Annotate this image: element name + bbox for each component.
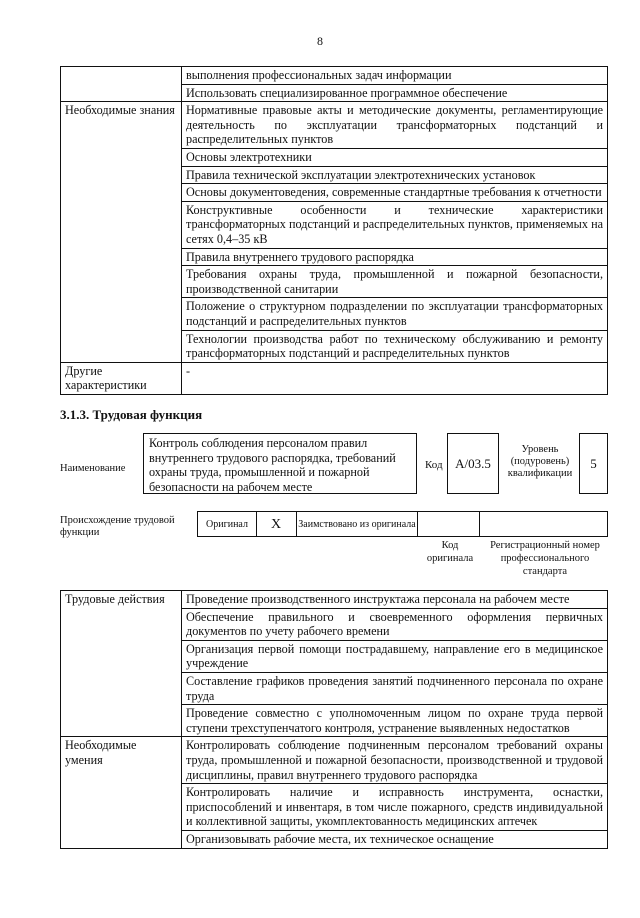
reg-number-cell xyxy=(480,512,607,536)
reg-number-label: Регистрационный номер профессионального стандарта xyxy=(490,540,600,577)
row-text: выполнения профессиональных задач информации xyxy=(182,67,608,85)
level-label: Уровень (подуровень) квалификации xyxy=(507,444,573,479)
table-row xyxy=(61,67,608,85)
row-text: Организовывать рабочие места, их техническое оснащение xyxy=(182,830,608,848)
row-text: Конструктивные особенности и технические характеристики трансформаторных подстанций и распределительных пунктов, применяемых на сетях 0,4–35 кВ xyxy=(182,201,608,248)
actions-table xyxy=(60,590,608,849)
row-text: Контролировать наличие и исправность инструмента, оснастки, приспособлений и инвентаря, в том числе пожарного, средств индивидуальной и коллективной защиты, укомплектованность медицинских аптечек xyxy=(182,784,608,831)
section-heading: 3.1.3. Трудовая функция xyxy=(60,407,203,422)
row-text: Правила внутреннего трудового распорядка xyxy=(182,248,608,266)
origin-box xyxy=(197,511,608,537)
table-row xyxy=(61,591,608,609)
table-row xyxy=(61,362,608,394)
row-text: Положение о структурном подразделении по эксплуатации трансформаторных подстанций и распределительных пунктов xyxy=(182,298,608,330)
row-text: Организация первой помощи пострадавшему, направление его в медицинское учреждение xyxy=(182,640,608,672)
original-label: Оригинал xyxy=(198,512,257,536)
page-number: 8 xyxy=(317,34,323,48)
row-label: Необходимые умения xyxy=(61,737,182,848)
table-row xyxy=(61,102,608,149)
origin-label: Происхождение трудовой функции xyxy=(60,515,175,538)
row-label: Трудовые действия xyxy=(61,591,182,737)
original-mark: X xyxy=(270,516,282,532)
row-text: Основы документоведения, современные стандартные требования к отчетности xyxy=(182,184,608,202)
row-label: Необходимые знания xyxy=(61,102,182,363)
row-text: Технологии производства работ по техническому обслуживанию и ремонту трансформаторных подстанций и распределительных пунктов xyxy=(182,330,608,362)
row-label xyxy=(61,67,182,102)
table-row xyxy=(61,737,608,784)
function-name-value: Контроль соблюдения персоналом правил внутреннего трудового распорядка, требований охраны труда, промышленной и пожарной безопасности на рабочем месте xyxy=(143,433,417,494)
function-code-value: А/03.5 xyxy=(447,433,499,494)
row-text: Обеспечение правильного и своевременного оформления первичных документов по учету рабочего времени xyxy=(182,608,608,640)
row-text: Проведение производственного инструктажа персонала на рабочем месте xyxy=(182,591,608,609)
code-label: Код xyxy=(425,459,443,471)
row-text: Основы электротехники xyxy=(182,148,608,166)
row-text: Контролировать соблюдение подчиненным персоналом требований охраны труда, промышленной и пожарной безопасности, производственной и трудовой дисциплины, правил внутреннего трудового распорядка xyxy=(182,737,608,784)
row-label: Другие характеристики xyxy=(61,362,182,394)
knowledge-table xyxy=(60,66,608,395)
borrowed-label: Заимствовано из оригинала xyxy=(296,512,418,536)
row-text: Использовать специализированное программное обеспечение xyxy=(182,84,608,102)
row-text: Требования охраны труда, промышленной и пожарной безопасности, производственной санитарии xyxy=(182,266,608,298)
name-label: Наименование xyxy=(60,463,126,474)
row-text: Правила технической эксплуатации электротехнических установок xyxy=(182,166,608,184)
code-original-label: Код оригинала xyxy=(426,540,474,564)
row-text: Составление графиков проведения занятий подчиненного персонала по охране труда xyxy=(182,672,608,704)
level-value: 5 xyxy=(579,433,608,494)
row-text: Нормативные правовые акты и методические документы, регламентирующие деятельность по эксплуатации трансформаторных подстанций и распределительных пунктов xyxy=(182,102,608,149)
row-text: Проведение совместно с уполномоченным лицом по охране труда первой ступени трехступенчатого контроля, устранение выявленных недостатков xyxy=(182,705,608,737)
code-original-cell xyxy=(417,512,480,536)
row-text: - xyxy=(182,362,608,394)
